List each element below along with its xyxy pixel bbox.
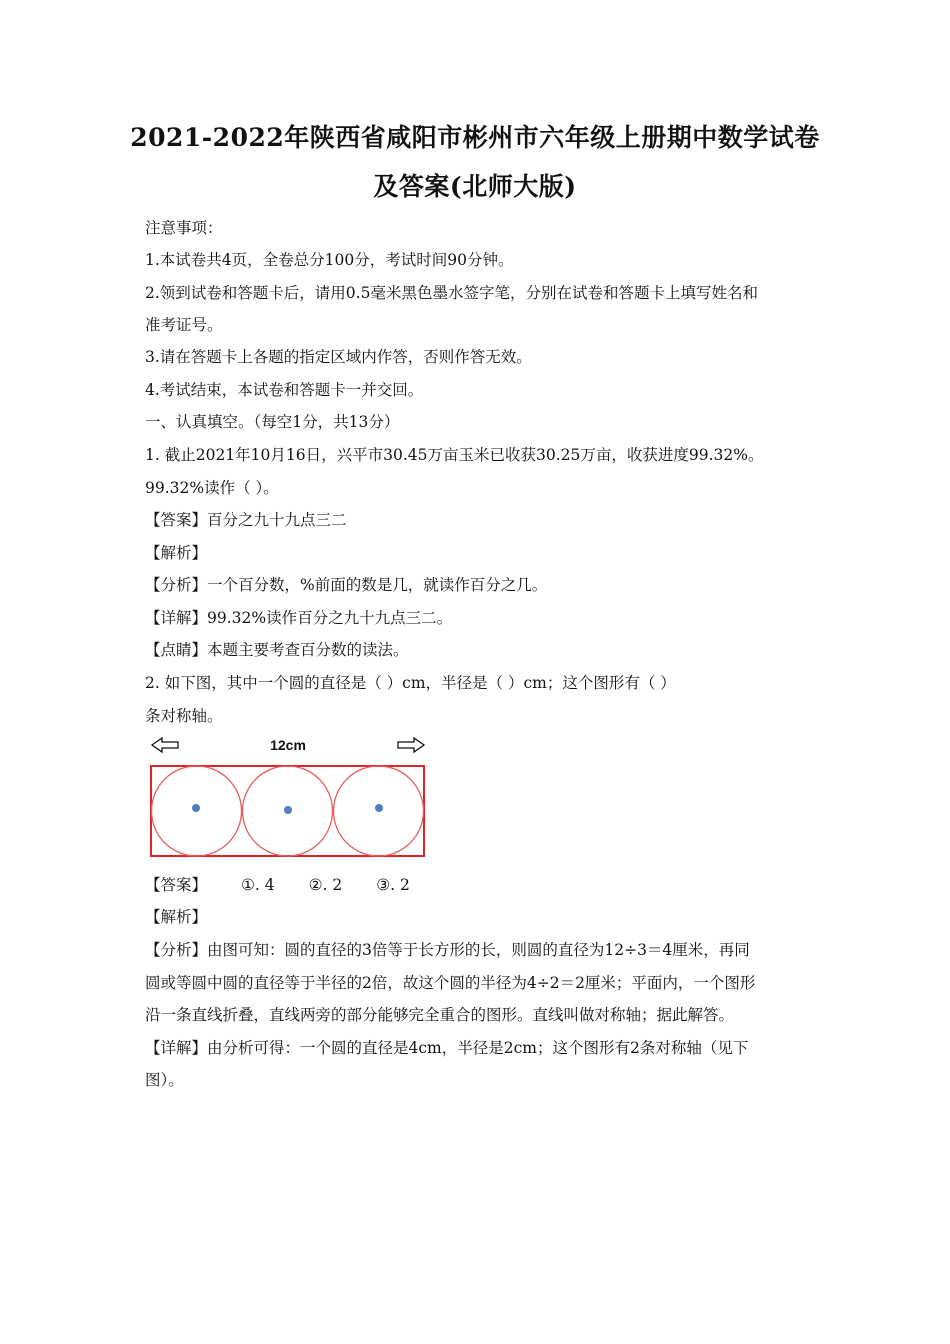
q2-fenxi-3: 沿一条直线折叠，直线两旁的部分能够完全重合的图形。直线叫做对称轴；据此解答。 [145,1006,735,1024]
q1-fenxi: 【分析】一个百分数，%前面的数是几，就读作百分之几。 [145,576,548,594]
center-dot-middle [284,806,292,814]
q2-answer-3: ③. 2 [376,876,410,894]
q2-line1: 2. 如下图，其中一个圆的直径是（ ）cm，半径是（ ）cm；这个图形有（ ） [145,674,676,692]
center-dot-left [192,804,200,812]
q2-fenxi-2: 圆或等圆中圆的直径等于半径的2倍，故这个圆的半径为4÷2＝2厘米；平面内，一个图形 [145,974,756,992]
q2-line2: 条对称轴。 [145,707,223,725]
center-dot-right [375,804,383,812]
notice-item-1: 1.本试卷共4页，全卷总分100分，考试时间90分钟。 [145,251,514,269]
q2-xiangjie-2: 图）。 [145,1071,184,1089]
notice-heading: 注意事项： [145,219,223,237]
notice-item-2-cont: 准考证号。 [145,316,223,334]
q2-xiangjie-1: 【详解】由分析可得：一个圆的直径是4cm，半径是2cm；这个图形有2条对称轴（见下 [145,1039,749,1057]
q1-analysis-label: 【解析】 [145,544,208,562]
left-arrow-icon [152,738,178,752]
document-title-line1: 2021-2022年陕西省咸阳市彬州市六年级上册期中数学试卷 [130,123,820,152]
q1-line2: 99.32%读作（ ）。 [145,479,279,497]
q1-xiangjie: 【详解】99.32%读作百分之九十九点三二。 [145,609,453,627]
q2-answer-label: 【答案】 [145,876,208,894]
notice-item-3: 3.请在答题卡上各题的指定区域内作答，否则作答无效。 [145,348,532,366]
q2-answer-1: ①. 4 [241,876,275,894]
right-arrow-icon [398,738,424,752]
document-title-line2: 及答案(北师大版) [373,172,577,201]
q2-analysis-label: 【解析】 [145,908,208,926]
q2-fenxi-1: 【分析】由图可知：圆的直径的3倍等于长方形的长，则圆的直径为12÷3＝4厘米，再同 [145,941,750,959]
notice-item-4: 4.考试结束，本试卷和答题卡一并交回。 [145,381,424,399]
q1-dianjing: 【点睛】本题主要考查百分数的读法。 [145,641,409,659]
section-heading: 一、认真填空。（每空1分，共13分） [145,413,400,431]
q1-line1: 1. 截止2021年10月16日，兴平市30.45万亩玉米已收获30.25万亩，收获进度99.32%。 [145,446,764,464]
length-label: 12cm [270,737,306,753]
three-circles-figure [148,736,430,862]
notice-item-2: 2.领到试卷和答题卡后，请用0.5毫米黑色墨水签字笔，分别在试卷和答题卡上填写姓名和 [145,284,758,302]
q2-answer-row [145,875,850,895]
q1-answer: 【答案】百分之九十九点三二 [145,511,347,529]
q2-answer-2: ②. 2 [308,876,343,894]
